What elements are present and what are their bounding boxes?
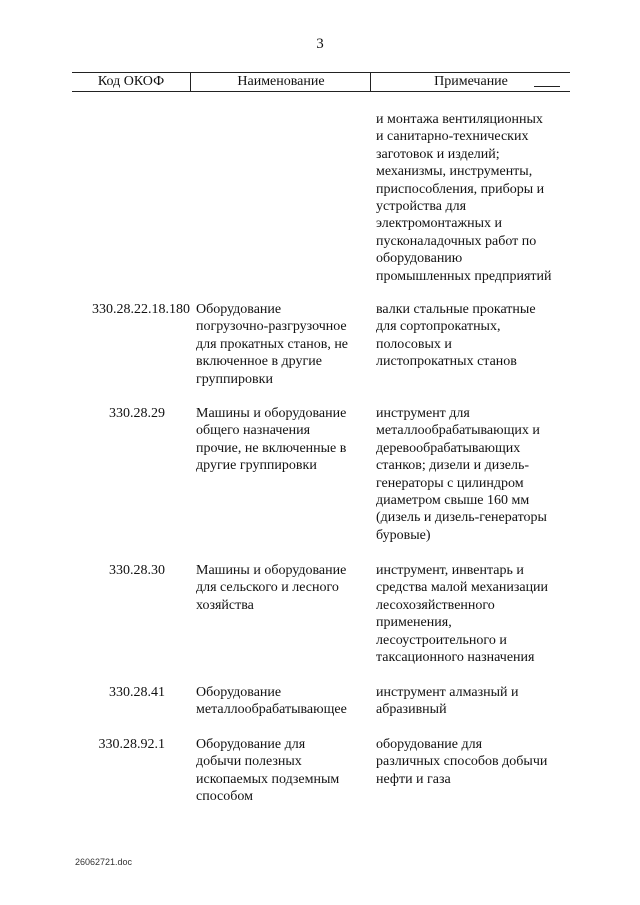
- name-cell: Оборудование погрузочно-разгрузочное для прокатных станов, не включенное в другие группировки: [196, 302, 349, 387]
- note-cell: оборудование для различных способов добычи нефти и газа: [376, 737, 548, 787]
- header-code: Код ОКОФ: [97, 74, 165, 89]
- name-cell: Оборудование металлообрабатывающее: [196, 685, 347, 718]
- header-note: Примечание: [370, 73, 571, 91]
- page-number: 3: [316, 36, 324, 52]
- note-cell: инструмент для металлообрабатывающих и деревообрабатывающих станков; дизели и дизель- генераторы с цилиндром диаметром свыше 160 мм (дизель и дизель-генераторы буровые): [376, 406, 547, 543]
- code-cell: 330.28.22.18.180: [92, 302, 190, 317]
- code-cell: 330.28.30: [109, 563, 165, 578]
- note-cell: и монтажа вентиляционных и санитарно-технических заготовок и изделий; механизмы, инструменты, приспособления, приборы и устройства для электромонтажных и пусконаладочных работ по оборудованию промышленных предприятий: [376, 112, 552, 284]
- code-cell: 330.28.92.1: [98, 737, 165, 752]
- header-underline: [534, 86, 560, 87]
- note-cell: валки стальные прокатные для сортопрокатных, полосовых и листопрокатных станов: [376, 302, 536, 370]
- code-cell: 330.28.29: [109, 406, 165, 421]
- note-cell: инструмент алмазный и абразивный: [376, 685, 519, 718]
- name-cell: Машины и оборудование общего назначения прочие, не включенные в другие группировки: [196, 406, 347, 474]
- header-name: Наименование: [190, 73, 371, 91]
- name-cell: Оборудование для добычи полезных ископаемых подземным способом: [196, 737, 340, 805]
- code-cell: 330.28.41: [109, 685, 165, 700]
- name-cell: Машины и оборудование для сельского и лесного хозяйства: [196, 563, 347, 613]
- note-cell: инструмент, инвентарь и средства малой механизации лесохозяйственного применения, лесоустроительного и таксационного назначения: [376, 563, 549, 666]
- footer-filename: 26062721.doc: [75, 857, 133, 867]
- table-header: [72, 72, 570, 92]
